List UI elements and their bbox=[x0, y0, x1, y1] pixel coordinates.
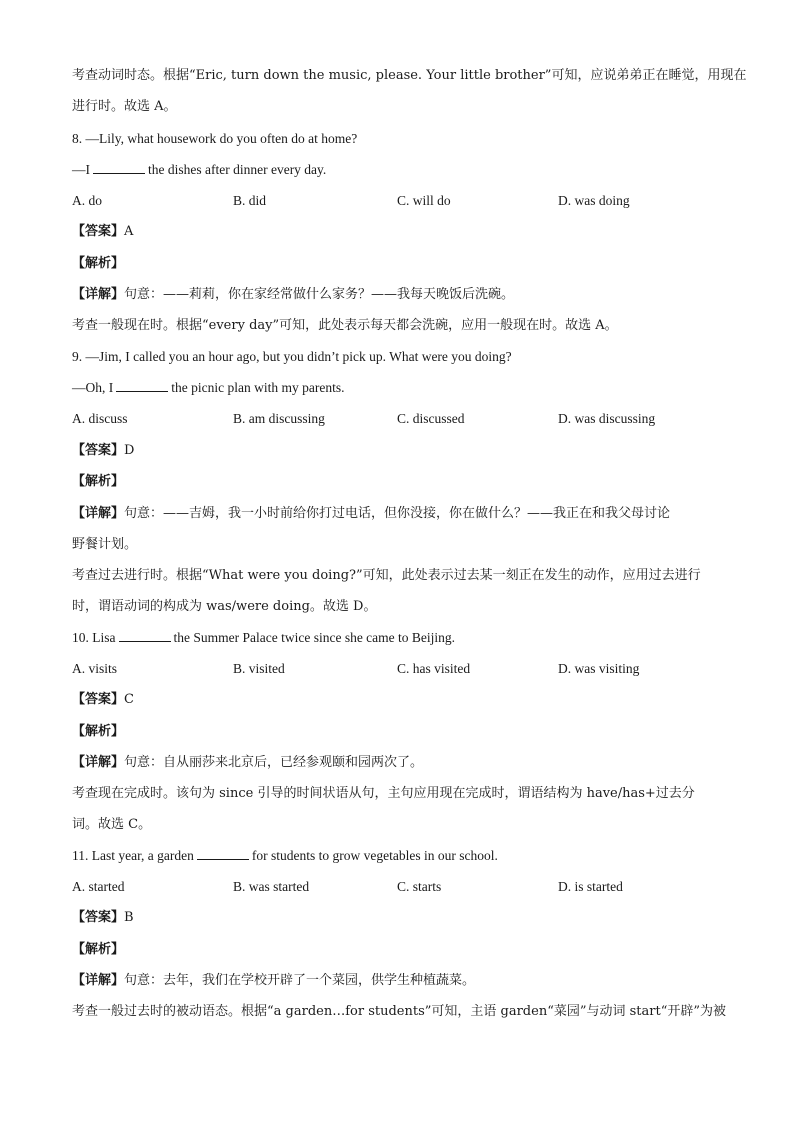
q10-answer-label: 【答案】 bbox=[72, 692, 125, 707]
q11-options bbox=[72, 877, 732, 897]
intro-explanation-line-2: 进行时。故选 A。 bbox=[72, 99, 177, 114]
q8-options bbox=[72, 191, 732, 211]
q10-answer-value: C bbox=[124, 692, 134, 707]
q9-analysis-label: 【解析】 bbox=[72, 474, 125, 489]
q9-answer-value: D bbox=[124, 443, 135, 458]
q10-options bbox=[72, 659, 732, 679]
q9-option-b: B. am discussing bbox=[233, 411, 325, 426]
q9-analysis-heading bbox=[72, 472, 732, 492]
q10-stem-pre: 10. Lisa bbox=[72, 630, 116, 645]
q8-option-d: D. was doing bbox=[558, 193, 630, 208]
q8-answer bbox=[72, 222, 732, 242]
q8-stem-pre: —I bbox=[72, 162, 90, 177]
q10-option-c: C. has visited bbox=[397, 661, 471, 676]
q10-answer bbox=[72, 690, 732, 710]
q10-stem bbox=[72, 628, 732, 648]
q11-stem bbox=[72, 846, 732, 866]
q10-explanation-line-2: 词。故选 C。 bbox=[72, 817, 152, 832]
q8-detail bbox=[72, 285, 732, 305]
q10-explanation-line-1: 考查现在完成时。该句为 since 引导的时间状语从句，主句应用现在完成时，谓语结构为 have/has+过去分 bbox=[72, 786, 695, 801]
q9-answer bbox=[72, 441, 732, 461]
q11-option-d: D. is started bbox=[558, 879, 623, 894]
q10-blank bbox=[119, 629, 171, 642]
intro-explanation-line-1: 考查动词时态。根据“Eric, turn down the music, please. Your little brother”可知，应说弟弟正在睡觉，用现在 bbox=[72, 68, 747, 83]
q9-option-c: C. discussed bbox=[397, 411, 465, 426]
q8-option-b: B. did bbox=[233, 193, 267, 208]
q8-option-a: A. do bbox=[72, 193, 102, 208]
q8-stem-line-2 bbox=[72, 160, 732, 180]
q10-analysis-heading bbox=[72, 722, 732, 742]
q11-explanation-line-1: 考查一般过去时的被动语态。根据“a garden…for students”可知，主语 garden“菜园”与动词 start“开辟”为被 bbox=[72, 1004, 726, 1019]
q9-blank bbox=[116, 379, 168, 392]
q9-options bbox=[72, 409, 732, 429]
q8-stem-line-1: 8. —Lily, what housework do you often do at home? bbox=[72, 131, 358, 146]
q9-answer-label: 【答案】 bbox=[72, 443, 125, 458]
q8-option-c: C. will do bbox=[397, 193, 451, 208]
q9-stem-post: the picnic plan with my parents. bbox=[171, 380, 345, 395]
q11-stem-pre: 11. Last year, a garden bbox=[72, 848, 194, 863]
q10-option-b: B. visited bbox=[233, 661, 285, 676]
q9-stem-line-2 bbox=[72, 378, 732, 398]
q11-blank bbox=[197, 847, 249, 860]
q11-detail-label: 【详解】 bbox=[72, 973, 125, 988]
q11-answer-value: B bbox=[124, 910, 134, 925]
q10-analysis-label: 【解析】 bbox=[72, 724, 125, 739]
q11-stem-post: for students to grow vegetables in our school. bbox=[251, 848, 498, 863]
q9-explanation-line-1: 考查过去进行时。根据“What were you doing?”可知，此处表示过去某一刻正在发生的动作，应用过去进行 bbox=[72, 568, 701, 583]
q10-stem-post: the Summer Palace twice since she came to Beijing. bbox=[173, 630, 456, 645]
q9-stem-pre: —Oh, I bbox=[72, 380, 114, 395]
q8-detail-label: 【详解】 bbox=[72, 287, 125, 302]
q11-option-b: B. was started bbox=[233, 879, 310, 894]
q9-explanation-line-2: 时，谓语动词的构成为 was/were doing。故选 D。 bbox=[72, 599, 377, 614]
q8-analysis-heading bbox=[72, 254, 732, 274]
q11-analysis-heading bbox=[72, 940, 732, 960]
q8-stem-post: the dishes after dinner every day. bbox=[148, 162, 327, 177]
q8-explanation-line-1: 考查一般现在时。根据“every day”可知，此处表示每天都会洗碗，应用一般现在时。故选 A。 bbox=[72, 318, 618, 333]
q11-option-c: C. starts bbox=[397, 879, 442, 894]
q8-analysis-label: 【解析】 bbox=[72, 256, 125, 271]
q9-detail-text: 句意：——吉姆，我一小时前给你打过电话，但你没接，你在做什么？——我正在和我父母讨论 bbox=[124, 506, 671, 521]
q9-detail bbox=[72, 504, 732, 524]
q9-stem-line-1: 9. —Jim, I called you an hour ago, but you didn’t pick up. What were you doing? bbox=[72, 349, 512, 364]
q11-detail-text: 句意：去年，我们在学校开辟了一个菜园，供学生种植蔬菜。 bbox=[124, 973, 476, 988]
q11-option-a: A. started bbox=[72, 879, 125, 894]
q11-answer-label: 【答案】 bbox=[72, 910, 125, 925]
q10-detail-text: 句意：自从丽莎来北京后，已经参观颐和园两次了。 bbox=[124, 755, 424, 770]
q8-answer-value: A bbox=[124, 224, 134, 239]
q11-analysis-label: 【解析】 bbox=[72, 942, 125, 957]
q8-detail-text: 句意：——莉莉，你在家经常做什么家务？——我每天晚饭后洗碗。 bbox=[124, 287, 515, 302]
q11-detail bbox=[72, 971, 732, 991]
q10-option-d: D. was visiting bbox=[558, 661, 640, 676]
q9-option-a: A. discuss bbox=[72, 411, 128, 426]
q10-detail bbox=[72, 753, 732, 773]
q9-option-d: D. was discussing bbox=[558, 411, 656, 426]
q8-answer-label: 【答案】 bbox=[72, 224, 125, 239]
q8-blank bbox=[93, 161, 145, 174]
q9-detail-label: 【详解】 bbox=[72, 506, 125, 521]
q9-detail-line-2: 野餐计划。 bbox=[72, 537, 138, 552]
q10-option-a: A. visits bbox=[72, 661, 118, 676]
q11-answer bbox=[72, 908, 732, 928]
q10-detail-label: 【详解】 bbox=[72, 755, 125, 770]
